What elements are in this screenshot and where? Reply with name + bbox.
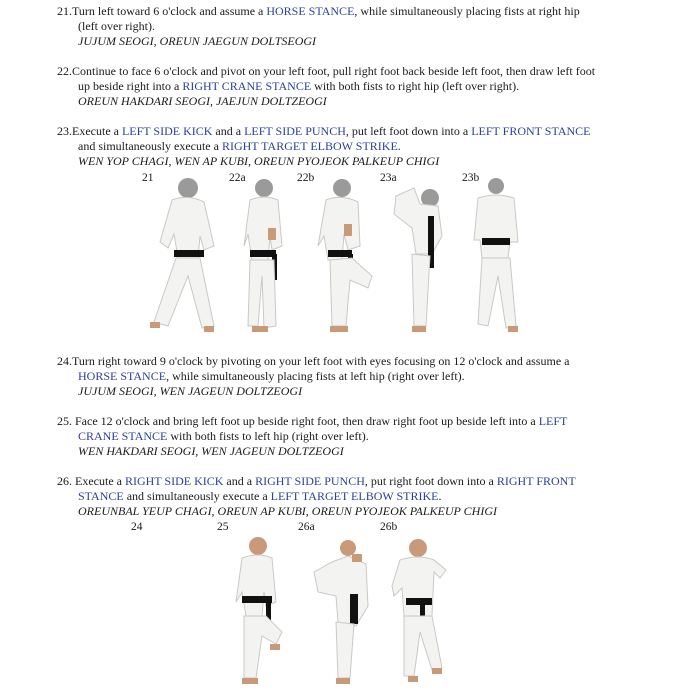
- martial-artist-figure-22b: [310, 176, 376, 336]
- korean-terms: JUJUM SEOGI, OREUN JAEGUN DOLTSEOGI: [78, 34, 317, 48]
- keyword: RIGHT CRANE STANCE: [182, 79, 312, 93]
- korean-terms: WEN YOP CHAGI, WEN AP KUBI, OREUN PYOJEOK PALKEUP CHIGI: [78, 154, 440, 168]
- keyword: RIGHT SIDE PUNCH: [255, 474, 365, 488]
- figure-caption-24: 24: [131, 521, 143, 533]
- korean-terms: OREUNBAL YEUP CHAGI, OREUN AP KUBI, OREUN PYOJEOK PALKEUP CHIGI: [78, 504, 497, 518]
- keyword: CRANE STANCE: [78, 429, 168, 443]
- korean-terms: JUJUM SEOGI, WEN JAGEUN DOLTZEOGI: [78, 384, 303, 398]
- keyword: LEFT FRONT STANCE: [471, 124, 591, 138]
- keyword: LEFT SIDE PUNCH: [244, 124, 346, 138]
- keyword: LEFT SIDE KICK: [121, 124, 213, 138]
- keyword: RIGHT TARGET ELBOW STRIKE: [221, 139, 398, 153]
- martial-artist-figure-24-25: [226, 536, 288, 686]
- step-24: 24.Turn right toward 9 o'clock by pivoting on your left foot with eyes focusing on 12 o'clock and assume a HORSE STANCE, while simultaneously placing fists at left hip (right over left). JUJUM SEOGI, WEN JAGEUN DOLTZEOGI: [57, 354, 657, 399]
- martial-artist-figure-22a: [232, 176, 288, 336]
- keyword: LEFT: [538, 414, 568, 428]
- figure-caption-26a: 26a: [298, 521, 315, 533]
- step-21: 21.Turn left toward 6 o'clock and assume a HORSE STANCE, while simultaneously placing fists at right hip (left over right). JUJUM SEOGI, OREUN JAEGUN DOLTSEOGI: [57, 4, 657, 49]
- figure-caption-23b: 23b: [462, 172, 480, 184]
- keyword: HORSE STANCE: [266, 4, 355, 18]
- figure-caption-23a: 23a: [380, 172, 397, 184]
- step-22: 22.Continue to face 6 o'clock and pivot on your left foot, pull right foot back beside left foot, then draw left foot up beside right into a RIGHT CRANE STANCE with both fists to right hip (left over right). OREUN HAKDARI SEOGI, JAEJUN DOLTZEOGI: [57, 64, 657, 109]
- martial-artist-figure-26b: [390, 536, 450, 686]
- figure-caption-22a: 22a: [229, 172, 246, 184]
- step-25: 25. Face 12 o'clock and bring left foot up beside right foot, then draw right foot up beside left into a LEFT CRANE STANCE with both fists to left hip (right over left). WEN HAKDARI SEOGI, WEN JAGEUN DOLTZEOGI: [57, 414, 657, 459]
- korean-terms: WEN HAKDARI SEOGI, WEN JAGEUN DOLTZEOGI: [78, 444, 344, 458]
- figure-caption-21: 21: [142, 172, 154, 184]
- figure-caption-25: 25: [217, 521, 229, 533]
- figure-caption-26b: 26b: [380, 521, 398, 533]
- step-26: 26. Execute a RIGHT SIDE KICK and a RIGHT SIDE PUNCH, put right foot down into a RIGHT FRONT STANCE and simultaneously execute a LEFT TARGET ELBOW STRIKE. OREUNBAL YEUP CHAGI, OREUN AP KUBI, OREUN PYOJEOK PALKEUP CHIGI: [57, 474, 657, 519]
- martial-artist-figure-21: [138, 176, 222, 336]
- keyword: RIGHT SIDE KICK: [124, 474, 224, 488]
- korean-terms: OREUN HAKDARI SEOGI, JAEJUN DOLTZEOGI: [78, 94, 327, 108]
- martial-artist-figure-23b: [470, 176, 526, 336]
- step-23: 23.Execute a LEFT SIDE KICK and a LEFT SIDE PUNCH, put left foot down into a LEFT FRONT STANCE and simultaneously execute a RIGHT TARGET ELBOW STRIKE. WEN YOP CHAGI, WEN AP KUBI, OREUN PYOJEOK PALKEUP CHIGI: [57, 124, 657, 169]
- keyword: RIGHT FRONT: [496, 474, 576, 488]
- keyword: HORSE STANCE: [78, 369, 167, 383]
- keyword: LEFT TARGET ELBOW STRIKE: [270, 489, 439, 503]
- martial-artist-figure-23a: [386, 176, 450, 336]
- martial-artist-figure-26a: [308, 536, 372, 686]
- figure-caption-22b: 22b: [297, 172, 315, 184]
- keyword: STANCE: [78, 489, 124, 503]
